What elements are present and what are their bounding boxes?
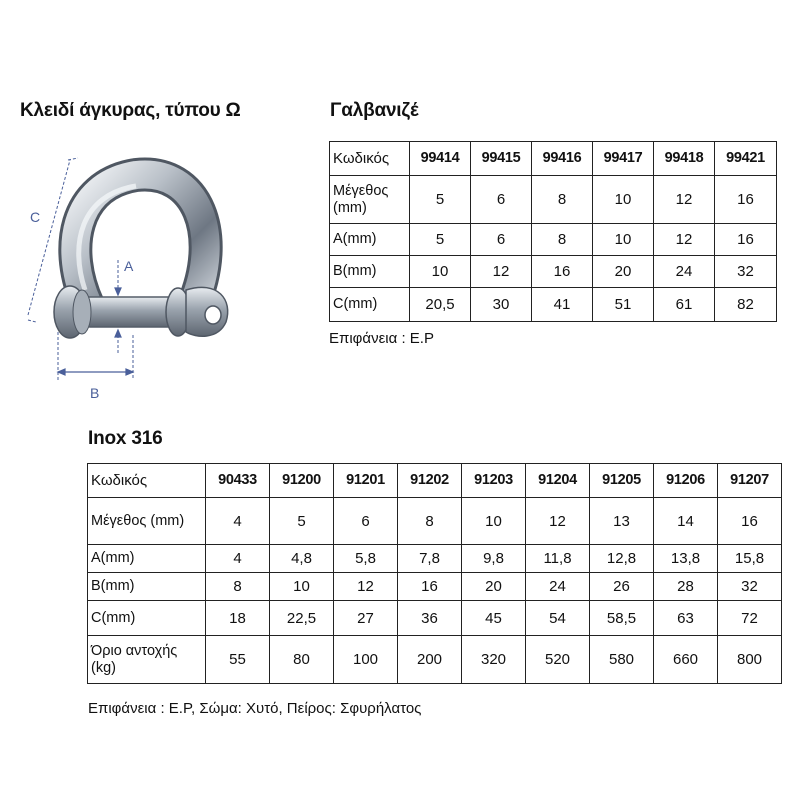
header-label: Κωδικός — [88, 464, 206, 498]
table-row — [88, 573, 782, 601]
code-cell: 99417 — [593, 142, 654, 176]
galvanized-surface-note: Επιφάνεια : E.P — [329, 330, 434, 347]
table-cell: 11,8 — [526, 545, 590, 573]
code-cell: 91201 — [334, 464, 398, 498]
table-cell: 36 — [398, 601, 462, 636]
table-cell: 6 — [471, 224, 532, 256]
table-cell: 20 — [593, 256, 654, 288]
table-row — [88, 498, 782, 545]
table-cell: 10 — [462, 498, 526, 545]
table-cell: 10 — [593, 224, 654, 256]
table-cell: 800 — [718, 636, 782, 684]
header-label: Κωδικός — [330, 142, 410, 176]
code-cell: 99415 — [471, 142, 532, 176]
table-cell: 520 — [526, 636, 590, 684]
table-header-row — [88, 464, 782, 498]
table-cell: 12 — [334, 573, 398, 601]
table-cell: 8 — [532, 224, 593, 256]
table-row — [330, 224, 777, 256]
table-cell: 14 — [654, 498, 718, 545]
table-cell: 200 — [398, 636, 462, 684]
table-cell: 24 — [526, 573, 590, 601]
code-cell: 99416 — [532, 142, 593, 176]
table-cell: 16 — [398, 573, 462, 601]
table-cell: 20,5 — [410, 288, 471, 322]
code-cell: 91203 — [462, 464, 526, 498]
table-cell: 10 — [593, 176, 654, 224]
table-cell: 54 — [526, 601, 590, 636]
table-cell: 15,8 — [718, 545, 782, 573]
dimension-a-label: A — [124, 258, 134, 274]
inox-spec-table — [87, 463, 782, 684]
table-cell: 660 — [654, 636, 718, 684]
table-cell: 18 — [206, 601, 270, 636]
table-cell: 6 — [471, 176, 532, 224]
table-cell: 6 — [334, 498, 398, 545]
table-cell: 580 — [590, 636, 654, 684]
table-cell: 100 — [334, 636, 398, 684]
table-cell: 12 — [471, 256, 532, 288]
table-cell: 5 — [410, 224, 471, 256]
dimension-c-label: C — [30, 209, 41, 225]
galvanized-title: Γαλβανιζέ — [330, 100, 419, 121]
table-cell: 63 — [654, 601, 718, 636]
table-cell: 16 — [715, 224, 777, 256]
table-cell: 16 — [718, 498, 782, 545]
table-cell: 13 — [590, 498, 654, 545]
table-row — [330, 288, 777, 322]
row-label: A(mm) — [330, 224, 410, 256]
code-cell: 91206 — [654, 464, 718, 498]
table-cell: 7,8 — [398, 545, 462, 573]
table-cell: 12 — [526, 498, 590, 545]
row-label: B(mm) — [330, 256, 410, 288]
table-cell: 10 — [270, 573, 334, 601]
table-cell: 4 — [206, 545, 270, 573]
table-cell: 27 — [334, 601, 398, 636]
code-cell: 99414 — [410, 142, 471, 176]
code-cell: 91204 — [526, 464, 590, 498]
table-cell: 45 — [462, 601, 526, 636]
table-cell: 22,5 — [270, 601, 334, 636]
row-label: Μέγεθος (mm) — [330, 176, 410, 224]
table-row — [88, 636, 782, 684]
code-cell: 91202 — [398, 464, 462, 498]
table-row — [330, 256, 777, 288]
table-cell: 9,8 — [462, 545, 526, 573]
table-cell: 32 — [718, 573, 782, 601]
inox-title: Inox 316 — [88, 428, 163, 449]
code-cell: 99418 — [654, 142, 715, 176]
table-cell: 82 — [715, 288, 777, 322]
row-label: Όριο αντοχής (kg) — [88, 636, 206, 684]
table-cell: 16 — [532, 256, 593, 288]
table-header-row — [330, 142, 777, 176]
table-cell: 16 — [715, 176, 777, 224]
table-cell: 41 — [532, 288, 593, 322]
table-cell: 61 — [654, 288, 715, 322]
inox-surface-note: Επιφάνεια : E.P, Σώμα: Χυτό, Πείρος: Σφυρήλατος — [88, 700, 422, 717]
code-cell: 90433 — [206, 464, 270, 498]
table-cell: 4,8 — [270, 545, 334, 573]
table-cell: 8 — [206, 573, 270, 601]
row-label: C(mm) — [88, 601, 206, 636]
table-cell: 20 — [462, 573, 526, 601]
table-cell: 24 — [654, 256, 715, 288]
page-title: Κλειδί άγκυρας, τύπου Ω — [20, 100, 241, 121]
table-cell: 55 — [206, 636, 270, 684]
table-cell: 58,5 — [590, 601, 654, 636]
shackle-diagram — [18, 140, 258, 410]
table-cell: 72 — [718, 601, 782, 636]
table-cell: 26 — [590, 573, 654, 601]
table-cell: 320 — [462, 636, 526, 684]
code-cell: 91207 — [718, 464, 782, 498]
galvanized-spec-table — [329, 141, 777, 322]
table-cell: 12,8 — [590, 545, 654, 573]
table-cell: 32 — [715, 256, 777, 288]
table-cell: 51 — [593, 288, 654, 322]
table-cell: 5 — [410, 176, 471, 224]
table-cell: 5,8 — [334, 545, 398, 573]
table-cell: 30 — [471, 288, 532, 322]
table-cell: 8 — [532, 176, 593, 224]
table-cell: 4 — [206, 498, 270, 545]
table-cell: 13,8 — [654, 545, 718, 573]
table-cell: 10 — [410, 256, 471, 288]
table-cell: 12 — [654, 176, 715, 224]
table-row — [88, 545, 782, 573]
table-cell: 8 — [398, 498, 462, 545]
table-cell: 28 — [654, 573, 718, 601]
row-label: A(mm) — [88, 545, 206, 573]
row-label: Μέγεθος (mm) — [88, 498, 206, 545]
code-cell: 91200 — [270, 464, 334, 498]
table-cell: 12 — [654, 224, 715, 256]
table-row — [330, 176, 777, 224]
code-cell: 91205 — [590, 464, 654, 498]
dimension-b-label: B — [90, 385, 100, 401]
code-cell: 99421 — [715, 142, 777, 176]
row-label: C(mm) — [330, 288, 410, 322]
table-cell: 5 — [270, 498, 334, 545]
table-row — [88, 601, 782, 636]
table-cell: 80 — [270, 636, 334, 684]
row-label: B(mm) — [88, 573, 206, 601]
